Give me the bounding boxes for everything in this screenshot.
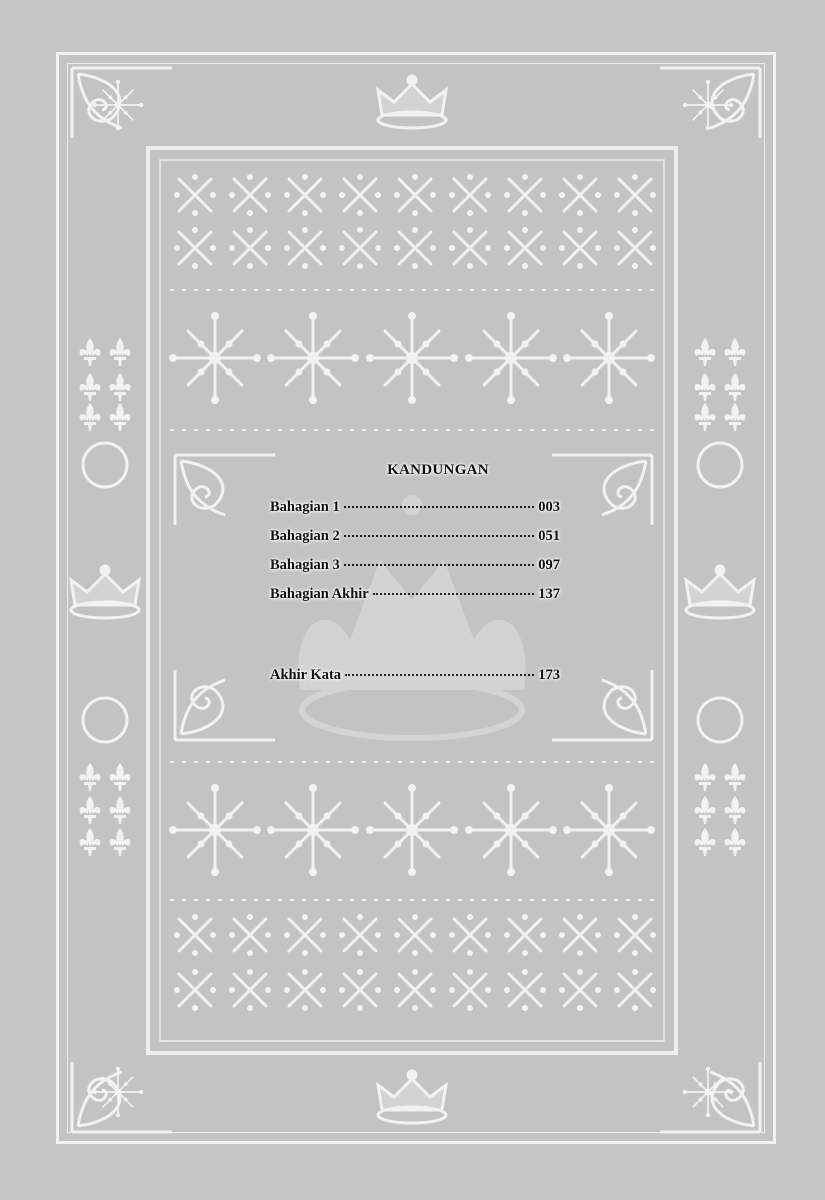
corner-flourish-icon bbox=[175, 455, 275, 525]
toc-title: KANDUNGAN bbox=[387, 462, 489, 478]
toc-entry-label: Bahagian 3 bbox=[270, 557, 340, 573]
corner-flourish-icon bbox=[552, 455, 652, 525]
right-side-column bbox=[686, 338, 754, 856]
crown-icon bbox=[686, 566, 754, 618]
bottom-pattern-band bbox=[174, 914, 656, 1011]
corner-flourish-icon bbox=[72, 68, 172, 138]
crown-icon bbox=[71, 566, 139, 618]
left-side-column bbox=[71, 338, 139, 856]
top-pattern-band bbox=[170, 174, 656, 290]
toc-entry-page: 051 bbox=[538, 528, 560, 544]
toc-leader-dots bbox=[373, 593, 535, 595]
toc-entry-label: Bahagian 1 bbox=[270, 499, 340, 515]
bottom-snowflake-row bbox=[169, 762, 656, 900]
toc-leader-dots bbox=[344, 506, 535, 508]
toc-entry-label: Akhir Kata bbox=[270, 667, 342, 683]
crown-icon bbox=[378, 1071, 446, 1123]
toc-entry-page: 003 bbox=[538, 499, 560, 515]
toc-leader-dots bbox=[345, 674, 534, 676]
toc-entry-label: Bahagian 2 bbox=[270, 528, 340, 544]
toc-entry-page: 173 bbox=[538, 667, 560, 683]
table-of-contents bbox=[270, 462, 560, 690]
corner-flourish-icon bbox=[175, 670, 275, 740]
toc-entry bbox=[270, 522, 560, 551]
toc-spacer bbox=[270, 609, 560, 661]
crown-icon bbox=[378, 76, 446, 128]
toc-entry bbox=[270, 551, 560, 580]
toc-leader-dots bbox=[344, 535, 535, 537]
toc-entry bbox=[270, 580, 560, 609]
toc-entry bbox=[270, 493, 560, 522]
corner-flourish-icon bbox=[552, 670, 652, 740]
toc-entry-page: 097 bbox=[538, 557, 560, 573]
toc-entry-label: Bahagian Akhir bbox=[270, 586, 369, 602]
corner-flourish-icon bbox=[660, 1062, 760, 1132]
toc-entry-page: 137 bbox=[538, 586, 560, 602]
top-snowflake-row bbox=[169, 312, 656, 430]
toc-entry-afterword bbox=[270, 661, 560, 690]
toc-leader-dots bbox=[344, 564, 535, 566]
